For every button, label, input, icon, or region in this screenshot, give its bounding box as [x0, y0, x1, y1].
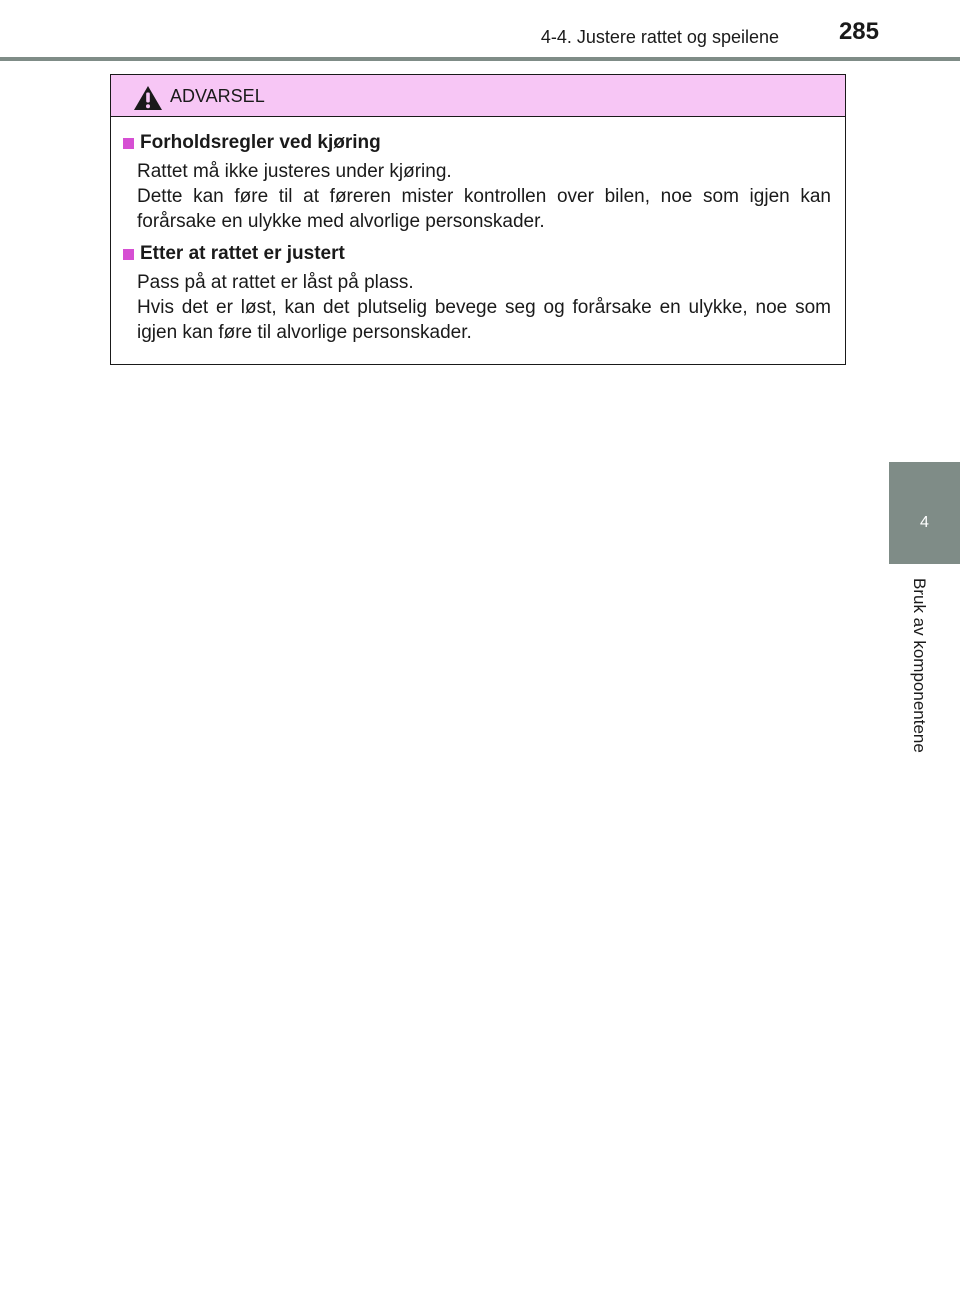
warning-item-text: [137, 270, 831, 345]
warning-line: Pass på at rattet er låst på plass.: [137, 272, 414, 293]
warning-item: [123, 242, 831, 345]
square-bullet-icon: [123, 138, 134, 149]
warning-line: Rattet må ikke justeres under kjøring.: [137, 161, 452, 182]
header-rule: [0, 57, 960, 61]
warning-item-text: [137, 159, 831, 234]
page-number: 285: [838, 18, 879, 45]
square-bullet-icon: [123, 249, 134, 260]
chapter-caption: [909, 578, 929, 798]
warning-header: [111, 75, 845, 117]
warning-line: Hvis det er løst, kan det plutselig bevege seg og forårsake en ulykke, noe som igjen kan føre til alvorlige personskader.: [137, 297, 831, 343]
warning-body: [111, 117, 845, 345]
warning-item-title: [123, 242, 831, 266]
warning-title: ADVARSEL: [170, 86, 265, 106]
section-title: 4-4. Justere rattet og speilene: [540, 27, 779, 47]
warning-item-heading: Forholdsregler ved kjøring: [140, 132, 381, 153]
warning-triangle-icon: [132, 84, 164, 112]
chapter-number: 4: [920, 514, 929, 531]
page-header: [0, 0, 960, 62]
warning-line: Dette kan føre til at føreren mister kontrollen over bilen, noe som igjen kan forårsake en ulykke med alvorlige personskader.: [137, 186, 831, 232]
warning-item: [123, 131, 831, 234]
warning-item-heading: Etter at rattet er justert: [140, 243, 345, 264]
warning-box: [110, 74, 846, 365]
warning-item-title: [123, 131, 831, 155]
chapter-tab: [889, 462, 960, 564]
chapter-title: Bruk av komponentene: [910, 578, 929, 753]
